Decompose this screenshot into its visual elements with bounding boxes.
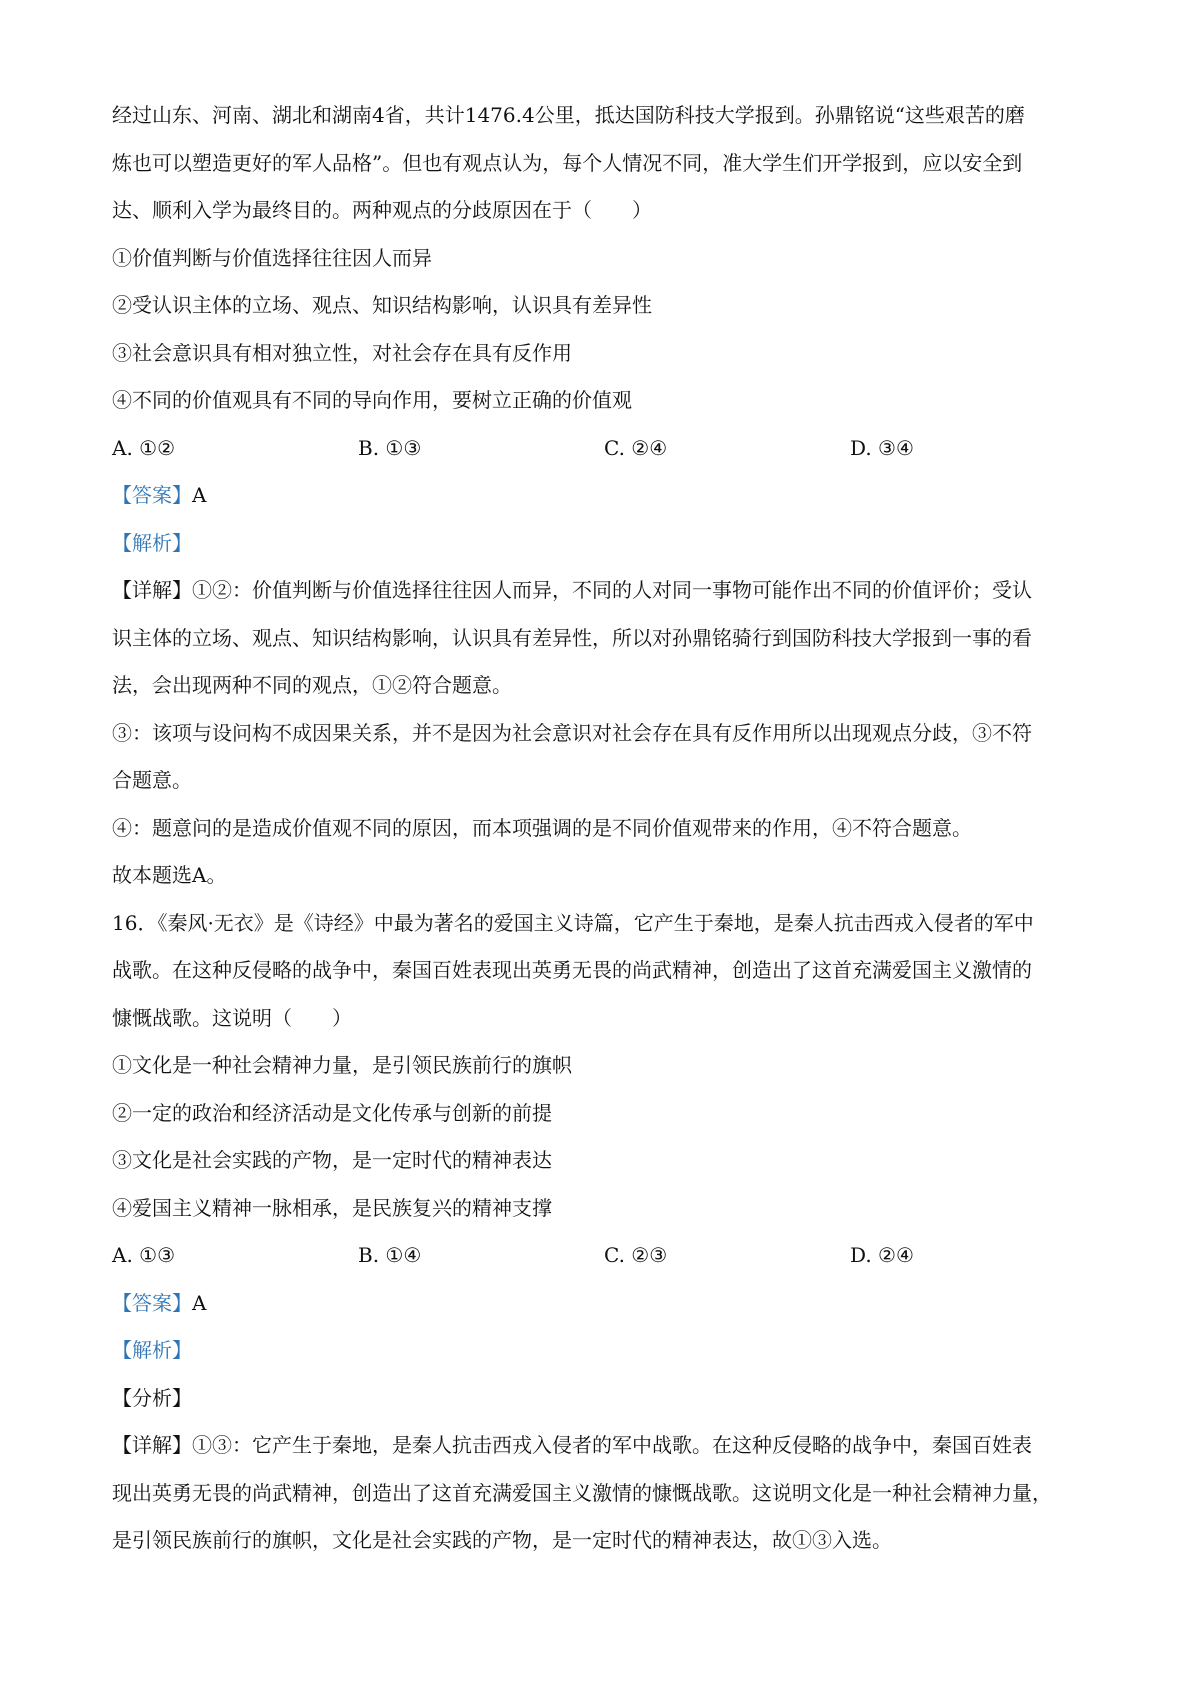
q15-choice-b: B. ①③ <box>358 435 422 460</box>
answer-label: 【答案】 <box>112 483 192 507</box>
q16-fenxi-label: 【分析】 <box>112 1385 192 1410</box>
q16-choice-c: C. ②③ <box>604 1243 668 1267</box>
q16-choice-a: A. ①③ <box>112 1243 176 1267</box>
q15-statements <box>112 235 1102 425</box>
q16-analysis-label: 【解析】 <box>112 1338 192 1362</box>
q15-statement: ④不同的价值观具有不同的导向作用，要树立正确的价值观 <box>112 388 632 412</box>
q15-stem <box>112 92 1102 235</box>
detail-label: 【详解】 <box>112 578 192 602</box>
q16-stem-line: 16．《秦风·无衣》是《诗经》中最为著名的爱国主义诗篇，它产生于秦地，是秦人抗击西戎入侵者的军中 <box>112 910 1034 935</box>
q15-statement: ②受认识主体的立场、观点、知识结构影响，认识具有差异性 <box>112 293 652 317</box>
q16-choices <box>112 1232 1102 1280</box>
q16-stem-line: 战歌。在这种反侵略的战争中，秦国百姓表现出英勇无畏的尚武精神，创造出了这首充满爱国主义激情的 <box>112 958 1032 982</box>
q16-statements <box>112 1042 1102 1232</box>
q15-choice-a: A. ①② <box>112 435 176 460</box>
q16-choice-d: D. ②④ <box>850 1243 914 1267</box>
q15-detail-first <box>112 567 1102 615</box>
q16-detail-line: 是引领民族前行的旗帜，文化是社会实践的产物，是一定时代的精神表达，故①③入选。 <box>112 1528 892 1552</box>
q15-statement: ③社会意识具有相对独立性，对社会存在具有反作用 <box>112 340 572 365</box>
q15-choices <box>112 425 1102 473</box>
q16-statement: ②一定的政治和经济活动是文化传承与创新的前提 <box>112 1100 552 1125</box>
q15-detail-line: 合题意。 <box>112 768 192 792</box>
q16-answer <box>112 1280 1102 1328</box>
q15-answer <box>112 472 1102 520</box>
detail-text: ①③：它产生于秦地，是秦人抗击西戎入侵者的军中战歌。在这种反侵略的战争中，秦国百姓表 <box>192 1433 1032 1457</box>
detail-text: ①②：价值判断与价值选择往往因人而异，不同的人对同一事物可能作出不同的价值评价；受认 <box>192 578 1032 602</box>
q16-stem-line: 慷慨战歌。这说明（ ） <box>112 1005 352 1030</box>
q15-detail-line: 法，会出现两种不同的观点，①②符合题意。 <box>112 673 512 697</box>
q16-statement: ①文化是一种社会精神力量，是引领民族前行的旗帜 <box>112 1053 572 1077</box>
q15-detail-line: ③：该项与设问构不成因果关系，并不是因为社会意识对社会存在具有反作用所以出现观点分歧，③不符 <box>112 720 1032 745</box>
q15-detail-line: 识主体的立场、观点、知识结构影响，认识具有差异性，所以对孙鼎铭骑行到国防科技大学报到一事的看 <box>112 625 1032 650</box>
q15-choice-c: C. ②④ <box>604 435 668 460</box>
q16-choice-b: B. ①④ <box>358 1243 422 1267</box>
q16-detail-line: 现出英勇无畏的尚武精神，创造出了这首充满爱国主义激情的慷慨战歌。这说明文化是一种社会精神力量， <box>112 1480 1052 1505</box>
answer-value: A <box>192 483 207 507</box>
detail-label: 【详解】 <box>112 1433 192 1457</box>
q15-detail-line: ④：题意问的是造成价值观不同的原因，而本项强调的是不同价值观带来的作用，④不符合题意。 <box>112 815 972 840</box>
document-content <box>112 92 1102 1565</box>
q15-analysis-label: 【解析】 <box>112 530 192 555</box>
q16-stem <box>112 900 1102 1043</box>
q15-choice-d: D. ③④ <box>850 435 914 460</box>
answer-label: 【答案】 <box>112 1290 192 1315</box>
q15-stem-line: 炼也可以塑造更好的军人品格”。但也有观点认为，每个人情况不同，准大学生们开学报到，应以安全到 <box>112 150 1023 175</box>
q15-stem-line: 经过山东、河南、湖北和湖南4省，共计1476.4公里，抵达国防科技大学报到。孙鼎铭说“这些艰苦的磨 <box>112 103 1025 127</box>
q15-conclusion: 故本题选A。 <box>112 863 227 887</box>
q16-detail-first <box>112 1422 1102 1470</box>
q16-statement: ③文化是社会实践的产物，是一定时代的精神表达 <box>112 1148 552 1172</box>
q15-stem-line: 达、顺利入学为最终目的。两种观点的分歧原因在于（ ） <box>112 198 652 222</box>
answer-value: A <box>192 1290 207 1315</box>
q16-statement: ④爱国主义精神一脉相承，是民族复兴的精神支撑 <box>112 1195 552 1220</box>
q15-statement: ①价值判断与价值选择往往因人而异 <box>112 245 432 270</box>
